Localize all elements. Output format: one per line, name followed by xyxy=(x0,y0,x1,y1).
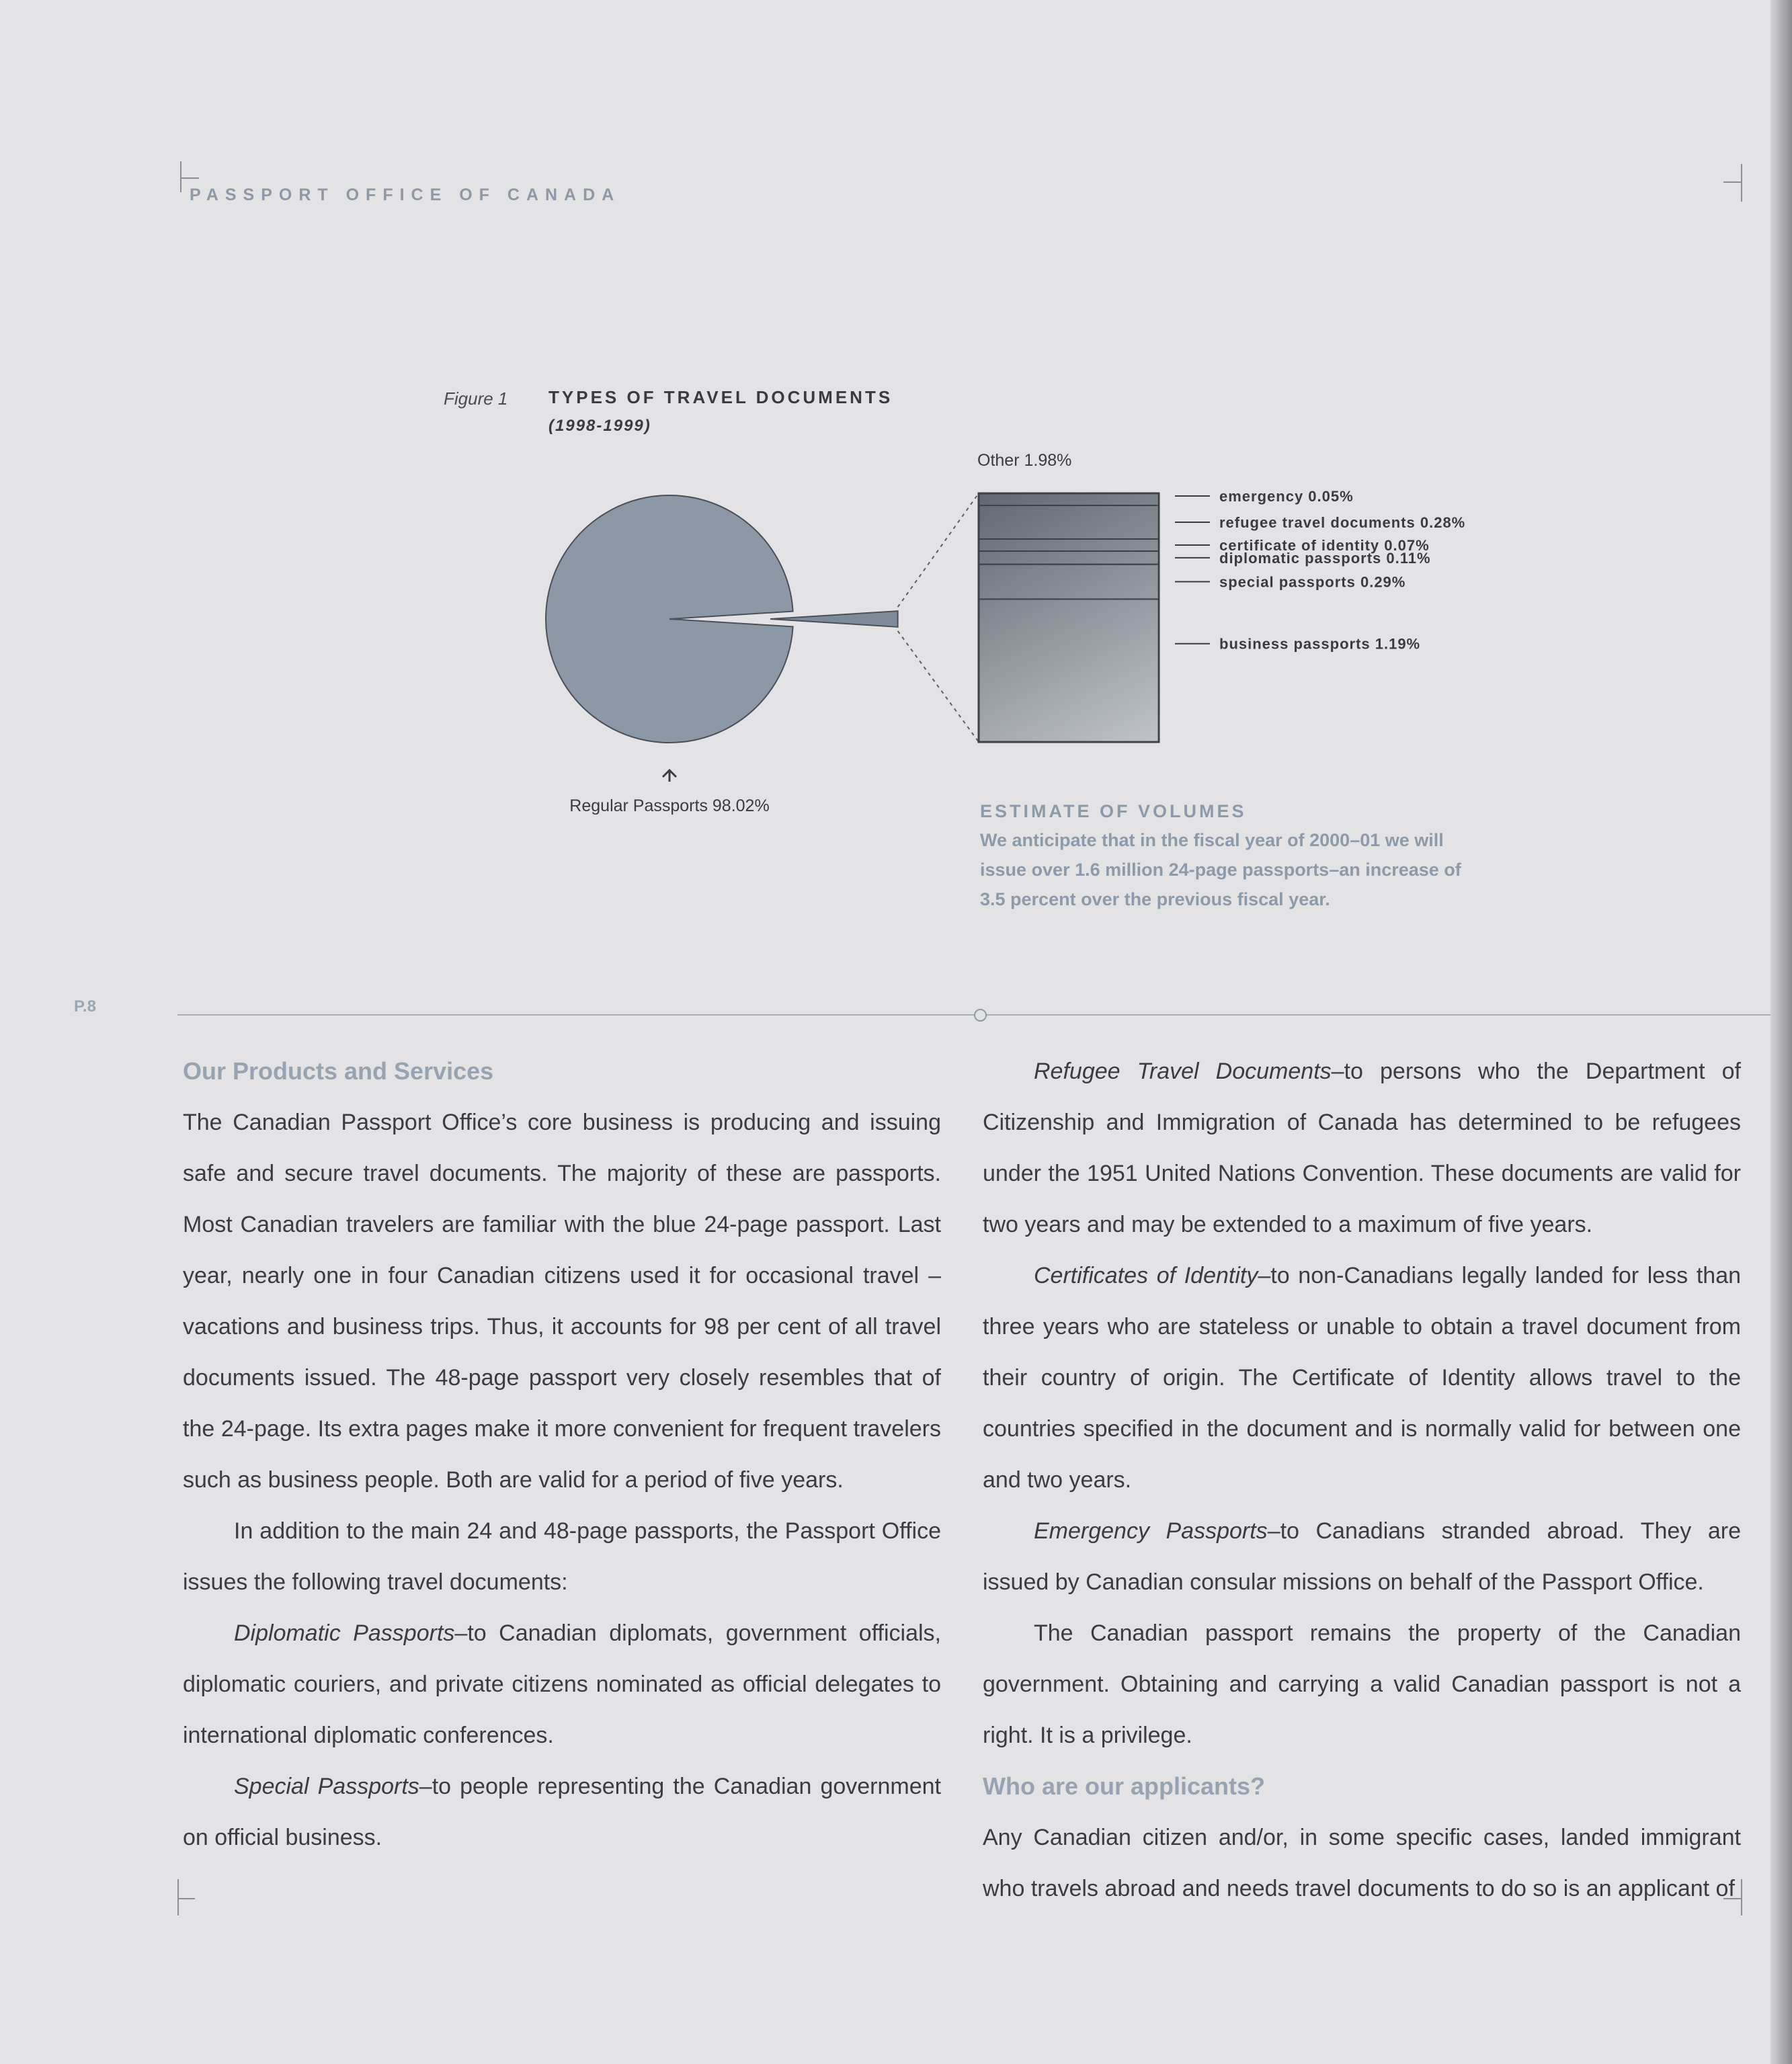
running-head: PASSPORT OFFICE OF CANADA xyxy=(190,185,621,204)
pie-slice-regular-passports xyxy=(546,495,793,743)
bar-shading xyxy=(979,493,1159,742)
certificate-term: Certificates of Identity xyxy=(1034,1263,1258,1288)
breakdown-label-2: certificate of identity 0.07% xyxy=(1219,537,1430,554)
figure-title: TYPES OF TRAVEL DOCUMENTS xyxy=(548,387,893,407)
right-column xyxy=(983,1046,1741,1914)
certificate-paragraph xyxy=(983,1250,1741,1505)
regular-passports-arrow xyxy=(663,770,676,782)
breakdown-label-0: emergency 0.05% xyxy=(1219,488,1354,505)
left-column xyxy=(183,1046,941,1863)
diplomatic-passports-paragraph xyxy=(183,1608,941,1761)
breakdown-label-4: special passports 0.29% xyxy=(1219,573,1406,591)
connector-bottom xyxy=(898,631,979,742)
breakdown-label-3: diplomatic passports 0.11% xyxy=(1219,549,1431,567)
additional-documents-paragraph: In addition to the main 24 and 48-page passports, the Passport Office issues the following travel documents: xyxy=(183,1518,941,1595)
refugee-text: –to persons who the Department of Citizenship and Immigration of Canada has determined to be refugees under the 1951 United Nations Convention. These documents are valid for two years and may be extended to a maximum of five years. xyxy=(983,1059,1741,1237)
breakdown-label-5: business passports 1.19% xyxy=(1219,635,1421,653)
travel-documents-chart xyxy=(0,0,1792,874)
emergency-paragraph xyxy=(983,1505,1741,1608)
emergency-term: Emergency Passports xyxy=(1034,1518,1268,1544)
estimate-body: We anticipate that in the fiscal year of 2000–01 we will issue over 1.6 million 24-page passports–an increase of 3.5 percent over the previous fiscal year. xyxy=(980,830,1461,909)
crop-mark-bottom-left-h xyxy=(177,1898,195,1899)
applicants-heading: Who are our applicants? xyxy=(983,1772,1266,1800)
refugee-paragraph xyxy=(983,1046,1741,1250)
page-number: P.8 xyxy=(74,997,96,1016)
label-other: Other 1.98% xyxy=(977,451,1072,470)
label-regular-passports: Regular Passports 98.02% xyxy=(569,796,770,815)
products-paragraph: The Canadian Passport Office’s core business is producing and issuing safe and secure travel documents. The majority of these are passports. Most Canadian travelers are familiar with the blue 24-page passport. Last year, nearly one in four Canadian citizens used it for occasional travel – vacations and business trips. Thus, it accounts for 98 per cent of all travel documents issued. The 48-page passport very closely resembles that of the 24-page. Its extra pages make it more convenient for frequent travelers such as business people. Both are valid for a period of five years. xyxy=(183,1110,941,1493)
special-passports-text: –to people representing the Canadian government on official business. xyxy=(183,1774,941,1850)
property-paragraph: The Canadian passport remains the property of the Canadian government. Obtaining and carrying a valid Canadian passport is not a right. It is a privilege. xyxy=(983,1620,1741,1748)
figure-years: (1998-1999) xyxy=(548,417,651,435)
emergency-text: –to Canadians stranded abroad. They are issued by Canadian consular missions on behalf of the Passport Office. xyxy=(983,1518,1741,1595)
divider-node xyxy=(974,1009,987,1022)
certificate-text: –to non-Canadians legally landed for less than three years who are stateless or unable to obtain a travel document from their country of origin. The Certificate of Identity allows travel to the countries specified in the document and is normally valid for between one and two years. xyxy=(983,1263,1742,1493)
applicants-paragraph: Any Canadian citizen and/or, in some specific cases, landed immigrant who travels abroad and needs travel documents to do so is an applicant of xyxy=(983,1825,1741,1901)
estimate-heading: ESTIMATE OF VOLUMES xyxy=(980,801,1247,821)
connector-top xyxy=(898,493,979,607)
pie-slice-other xyxy=(770,611,898,627)
breakdown-label-1: refugee travel documents 0.28% xyxy=(1219,514,1466,532)
crop-mark-bottom-right-v xyxy=(1741,1879,1742,1915)
crop-mark-bottom-left-v xyxy=(177,1879,179,1915)
products-heading: Our Products and Services xyxy=(183,1057,494,1085)
special-passports-term: Special Passports xyxy=(234,1774,419,1799)
page-fold-shadow xyxy=(1770,0,1792,2064)
diplomatic-passports-term: Diplomatic Passports xyxy=(234,1620,455,1646)
figure-label: Figure 1 xyxy=(444,388,508,409)
special-passports-paragraph xyxy=(183,1761,941,1863)
diplomatic-passports-text: –to Canadian diplomats, government officials, diplomatic couriers, and private citizens nominated as official delegates to international diplomatic conferences. xyxy=(183,1620,941,1748)
refugee-term: Refugee Travel Documents xyxy=(1034,1059,1332,1084)
